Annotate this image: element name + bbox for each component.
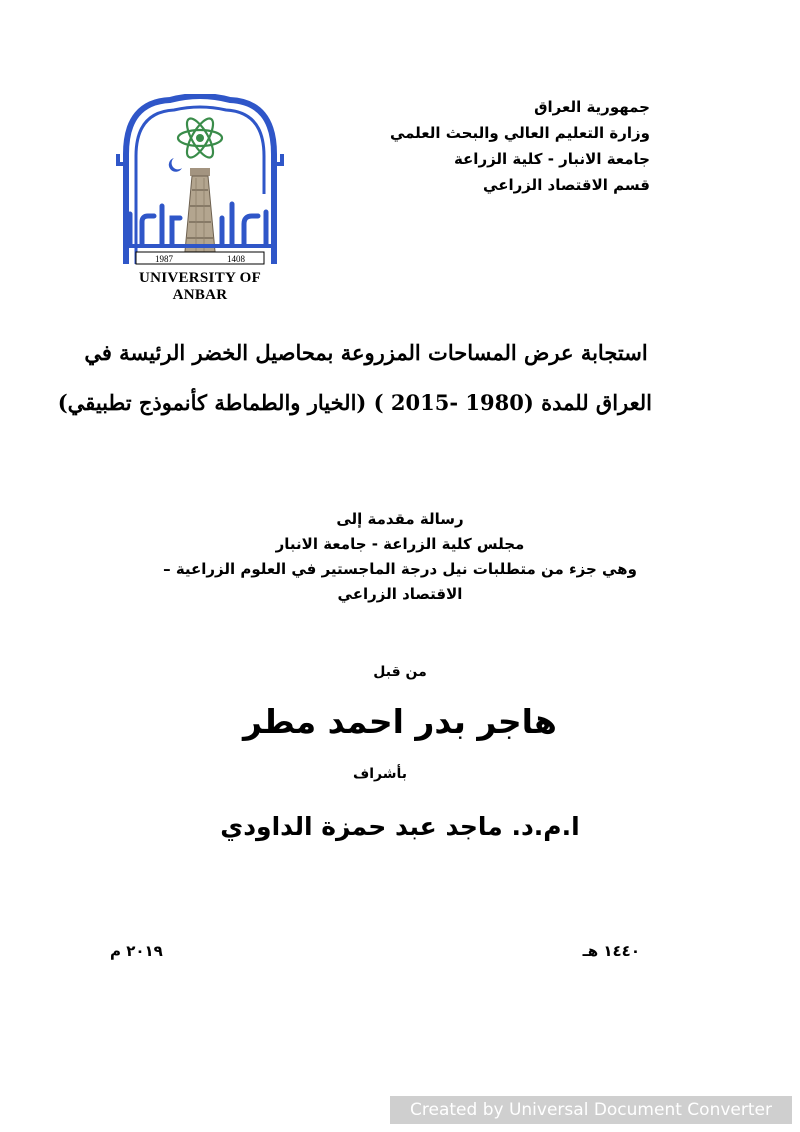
title-line-1: استجابة عرض المساحات المزروعة بمحاصيل الخضر الرئيسة في [84, 340, 648, 365]
logo-year-left: 1987 [155, 254, 173, 264]
country-line: جمهورية العراق [534, 98, 650, 116]
submission-line-2: مجلس كلية الزراعة - جامعة الانبار [275, 535, 525, 553]
submission-line-4: الاقتصاد الزراعي [337, 585, 463, 603]
author-name: هاجر بدر احمد مطر [243, 702, 557, 741]
supervisor-name: ا.م.د. ماجد عبد حمزة الداودي [220, 812, 580, 841]
supervisor-label: بأشراف [352, 766, 408, 782]
gregorian-date: ٢٠١٩ م [110, 942, 163, 960]
ministry-line: وزارة التعليم العالي والبحث العلمي [389, 124, 650, 142]
thesis-title [57, 328, 652, 428]
logo-caption: UNIVERSITY OF ANBAR [138, 270, 262, 303]
university-logo [112, 94, 288, 303]
submission-line-1: رسالة مقدمة إلى [336, 510, 464, 528]
author-label: من قبل [373, 664, 427, 680]
submission-statement [120, 507, 680, 607]
hijri-date: ١٤٤٠ هـ [582, 942, 640, 960]
logo-year-right: 1408 [227, 254, 245, 264]
university-line: جامعة الانبار - كلية الزراعة [453, 150, 650, 168]
institution-header [390, 94, 650, 198]
converter-watermark: Created by Universal Document Converter [390, 1096, 792, 1124]
university-emblem-icon [112, 94, 288, 270]
title-line-2: العراق للمدة (1980 -2015 ) (الخيار والطماطة كأنموذج تطبيقي) [57, 390, 652, 415]
submission-line-3: وهي جزء من متطلبات نيل درجة الماجستير في العلوم الزراعية – [163, 560, 637, 578]
department-line: قسم الاقتصاد الزراعي [483, 176, 650, 194]
